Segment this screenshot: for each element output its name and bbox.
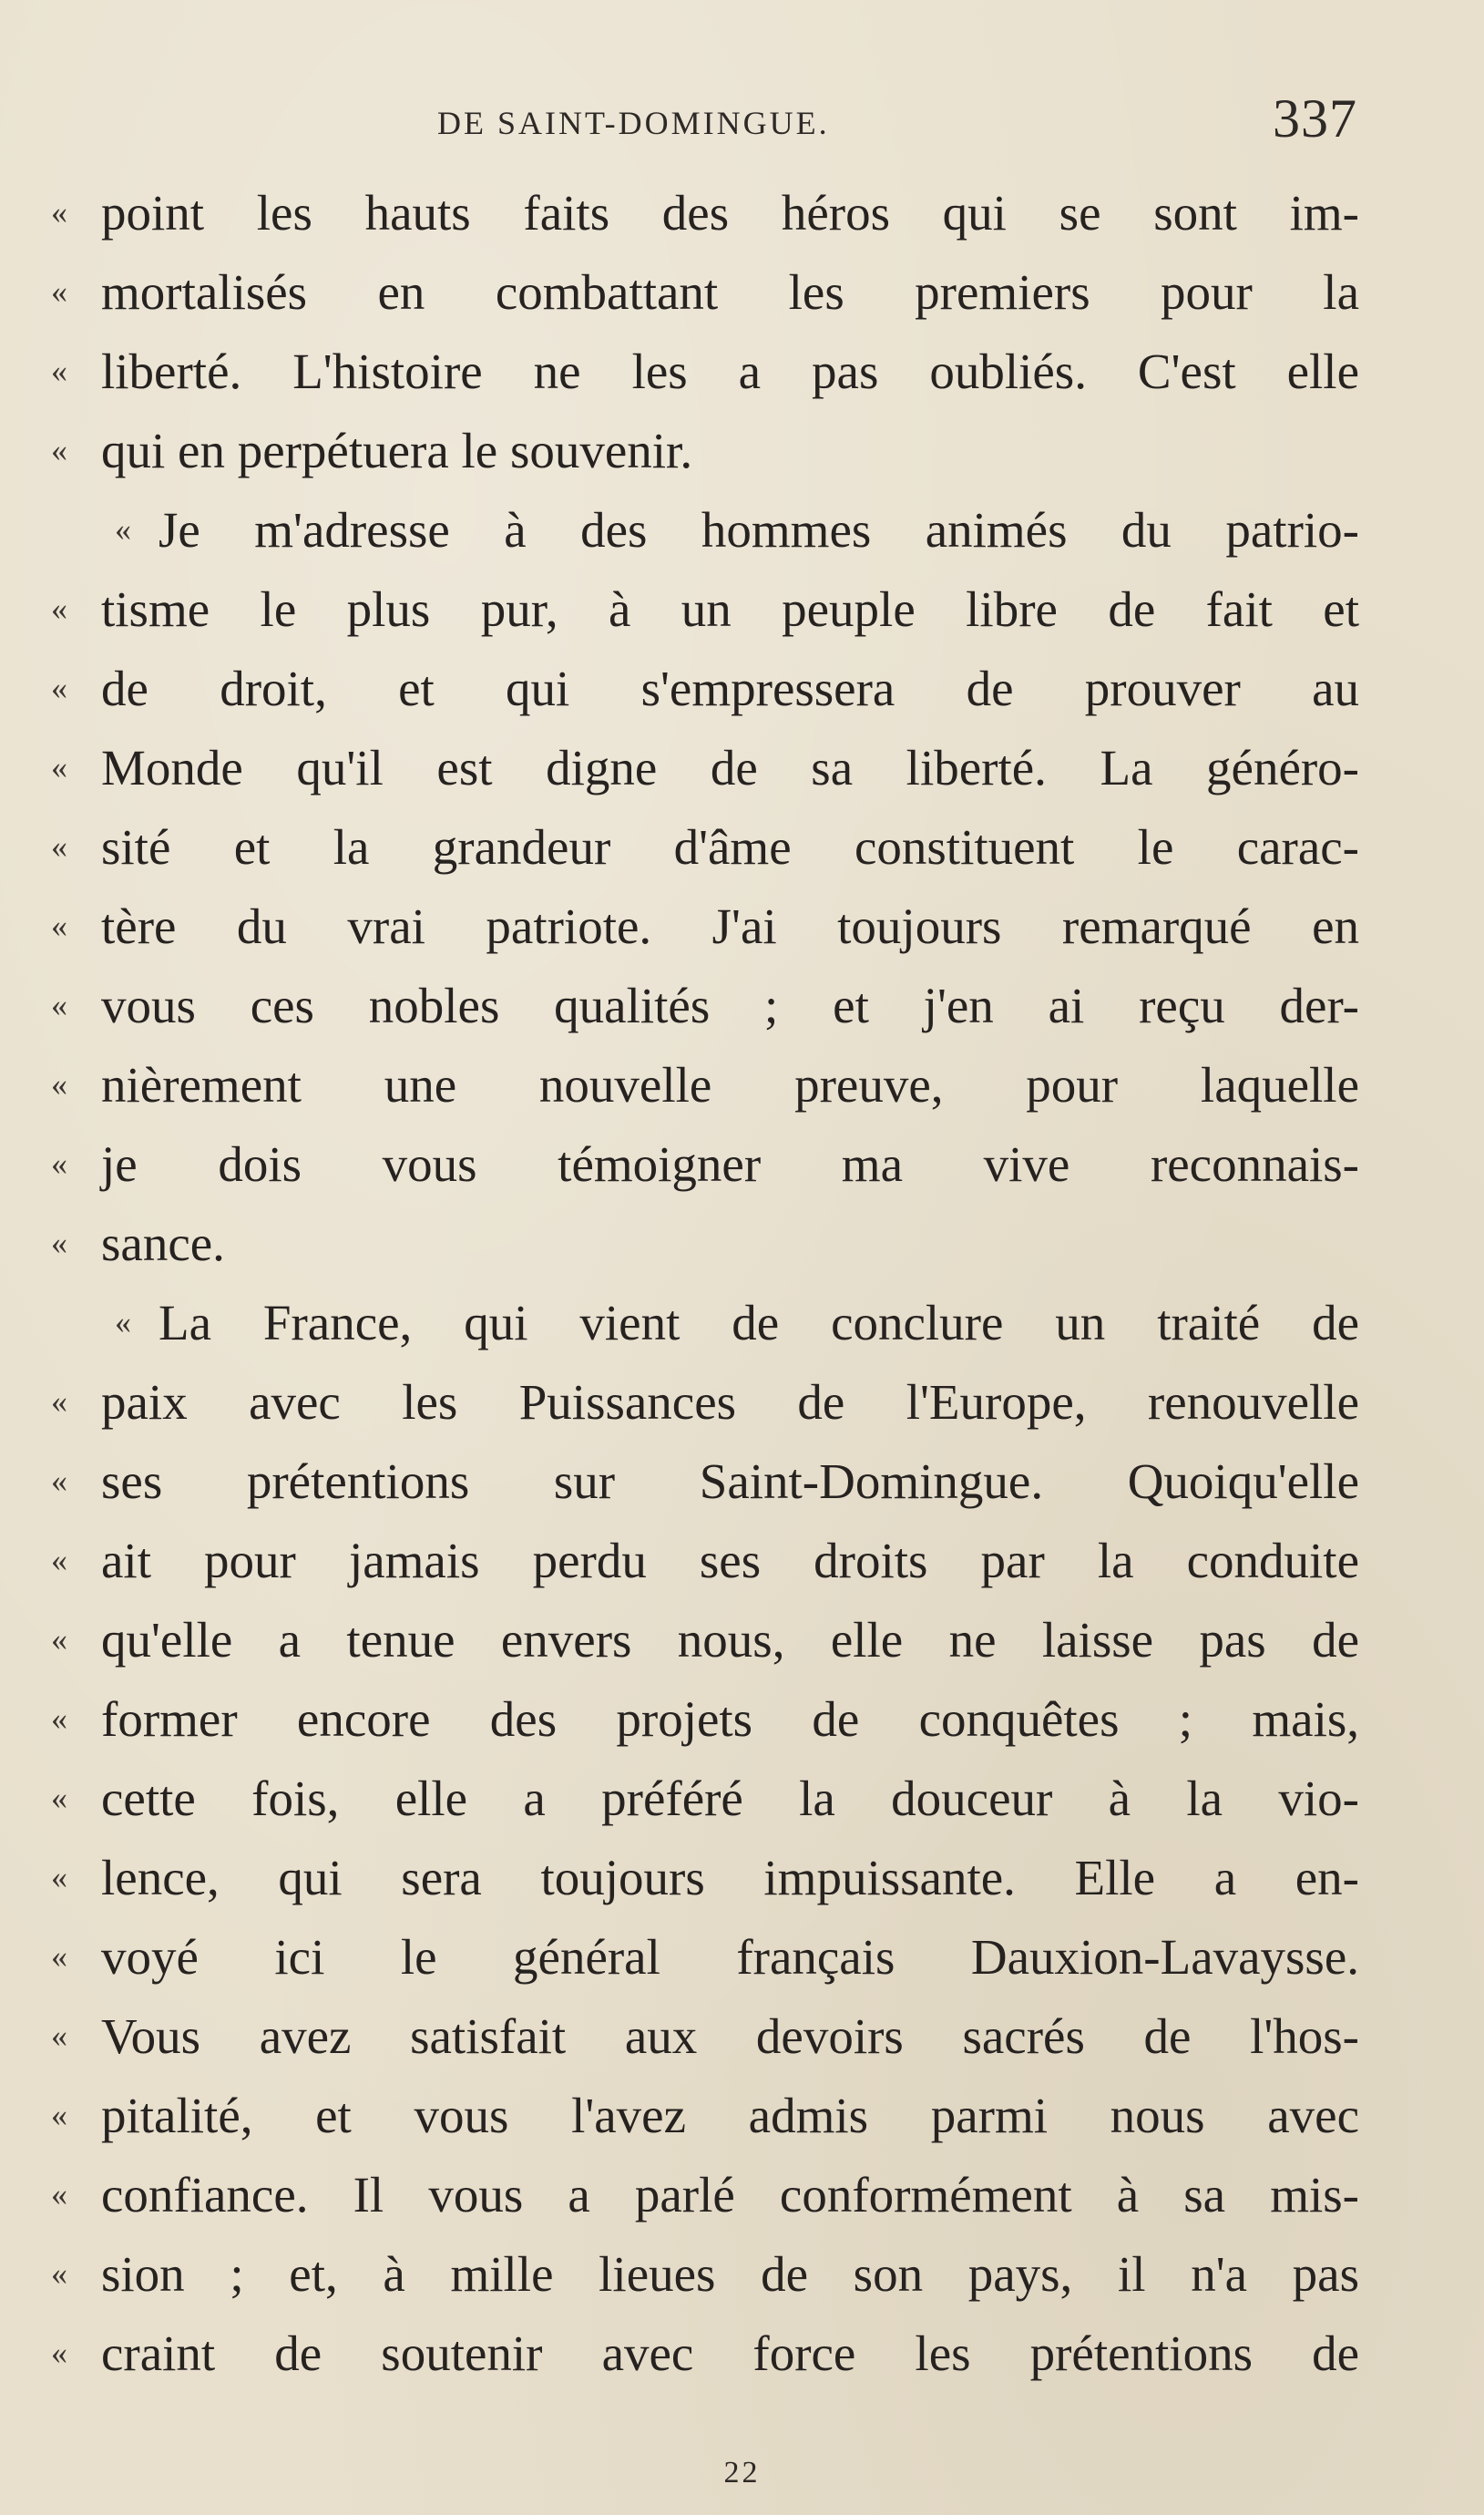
text-line [51,1759,1359,1838]
line-text: cette fois, elle a préféré la douceur à la vio- [101,1771,1359,1826]
line-text: ses prétentions sur Saint-Domingue. Quoiqu'elle [101,1453,1359,1509]
quotation-mark: « [51,590,67,627]
quotation-mark: « [51,194,67,231]
text-line [51,2234,1359,2314]
text-line [51,490,1359,570]
text-line [51,332,1359,411]
page-number: 337 [1273,88,1357,149]
quotation-mark: « [51,2097,67,2133]
running-head [100,87,1357,160]
body-text [51,173,1359,2393]
line-text: La France, qui vient de conclure un traité de [159,1295,1359,1350]
text-line [51,173,1359,252]
quotation-mark: « [51,908,67,944]
quotation-mark: « [115,511,131,548]
line-text: lence, qui sera toujours impuissante. Elle a en- [101,1850,1359,1905]
line-text: sance. [101,1216,225,1271]
line-text: mortalisés en combattant les premiers pour la [101,264,1359,320]
line-text: paix avec les Puissances de l'Europe, renouvelle [101,1374,1359,1430]
quotation-mark: « [51,1383,67,1420]
line-text: vous ces nobles qualités ; et j'en ai reçu der- [101,978,1359,1033]
text-line [51,1045,1359,1124]
text-line [51,1997,1359,2076]
signature-mark: 22 [723,2456,761,2489]
quotation-mark: « [51,2335,67,2371]
text-line [51,1679,1359,1759]
quotation-mark: « [51,1145,67,1182]
line-text: voyé ici le général français Dauxion-Lavaysse. [101,1929,1359,1985]
line-text: tisme le plus pur, à un peuple libre de fait et [101,581,1359,637]
line-text: qui en perpétuera le souvenir. [101,423,693,478]
line-text: confiance. Il vous a parlé conformément à sa mis- [101,2167,1359,2222]
quotation-mark: « [51,1225,67,1261]
quotation-mark: « [51,1780,67,1816]
line-text: sion ; et, à mille lieues de son pays, il n'a pas [101,2246,1359,2302]
quotation-mark: « [51,2255,67,2292]
text-line [51,966,1359,1045]
text-line [51,1204,1359,1283]
line-text: pitalité, et vous l'avez admis parmi nous avec [101,2088,1359,2143]
line-text: de droit, et qui s'empressera de prouver au [101,661,1359,716]
quotation-mark: « [51,353,67,389]
line-text: sité et la grandeur d'âme constituent le carac- [101,819,1359,875]
quotation-mark: « [51,1542,67,1578]
text-line [51,807,1359,887]
line-text: Monde qu'il est digne de sa liberté. La généro- [101,740,1359,796]
quotation-mark: « [115,1304,131,1340]
text-line [51,1362,1359,1442]
text-line [51,411,1359,490]
line-text: ait pour jamais perdu ses droits par la conduite [101,1533,1359,1588]
quotation-mark: « [51,2176,67,2212]
quotation-mark: « [51,1700,67,1737]
quotation-mark: « [51,2017,67,2054]
text-line [51,728,1359,807]
line-text: craint de soutenir avec force les prétentions de [101,2325,1359,2381]
quotation-mark: « [51,1621,67,1658]
quotation-mark: « [51,749,67,785]
quotation-mark: « [51,432,67,468]
text-line [51,649,1359,728]
line-text: nièrement une nouvelle preuve, pour laquelle [101,1057,1359,1113]
quotation-mark: « [51,987,67,1023]
quotation-mark: « [51,1938,67,1975]
text-line [51,1917,1359,1997]
line-text: Je m'adresse à des hommes animés du patrio- [159,502,1359,558]
text-line [51,1442,1359,1521]
quotation-mark: « [51,273,67,310]
text-line [51,1521,1359,1600]
line-text: tère du vrai patriote. J'ai toujours remarqué en [101,898,1359,954]
quotation-mark: « [51,828,67,865]
text-line [51,1283,1359,1362]
quotation-mark: « [51,1859,67,1895]
line-text: Vous avez satisfait aux devoirs sacrés de l'hos- [101,2008,1359,2064]
text-line [51,570,1359,649]
line-text: former encore des projets de conquêtes ; mais, [101,1691,1359,1747]
text-line [51,2155,1359,2234]
quotation-mark: « [51,1463,67,1499]
text-line [51,1600,1359,1679]
line-text: qu'elle a tenue envers nous, elle ne laisse pas de [101,1612,1359,1668]
text-line [51,1838,1359,1917]
text-line [51,2076,1359,2155]
running-head-title: DE SAINT-DOMINGUE. [437,105,830,141]
text-line [51,252,1359,332]
quotation-mark: « [51,1066,67,1103]
text-line [51,887,1359,966]
quotation-mark: « [51,670,67,706]
line-text: je dois vous témoigner ma vive reconnais- [101,1136,1359,1192]
line-text: liberté. L'histoire ne les a pas oubliés. C'est elle [101,344,1359,399]
line-text: point les hauts faits des héros qui se sont im- [101,185,1359,241]
text-line [51,1124,1359,1204]
text-line [51,2314,1359,2393]
